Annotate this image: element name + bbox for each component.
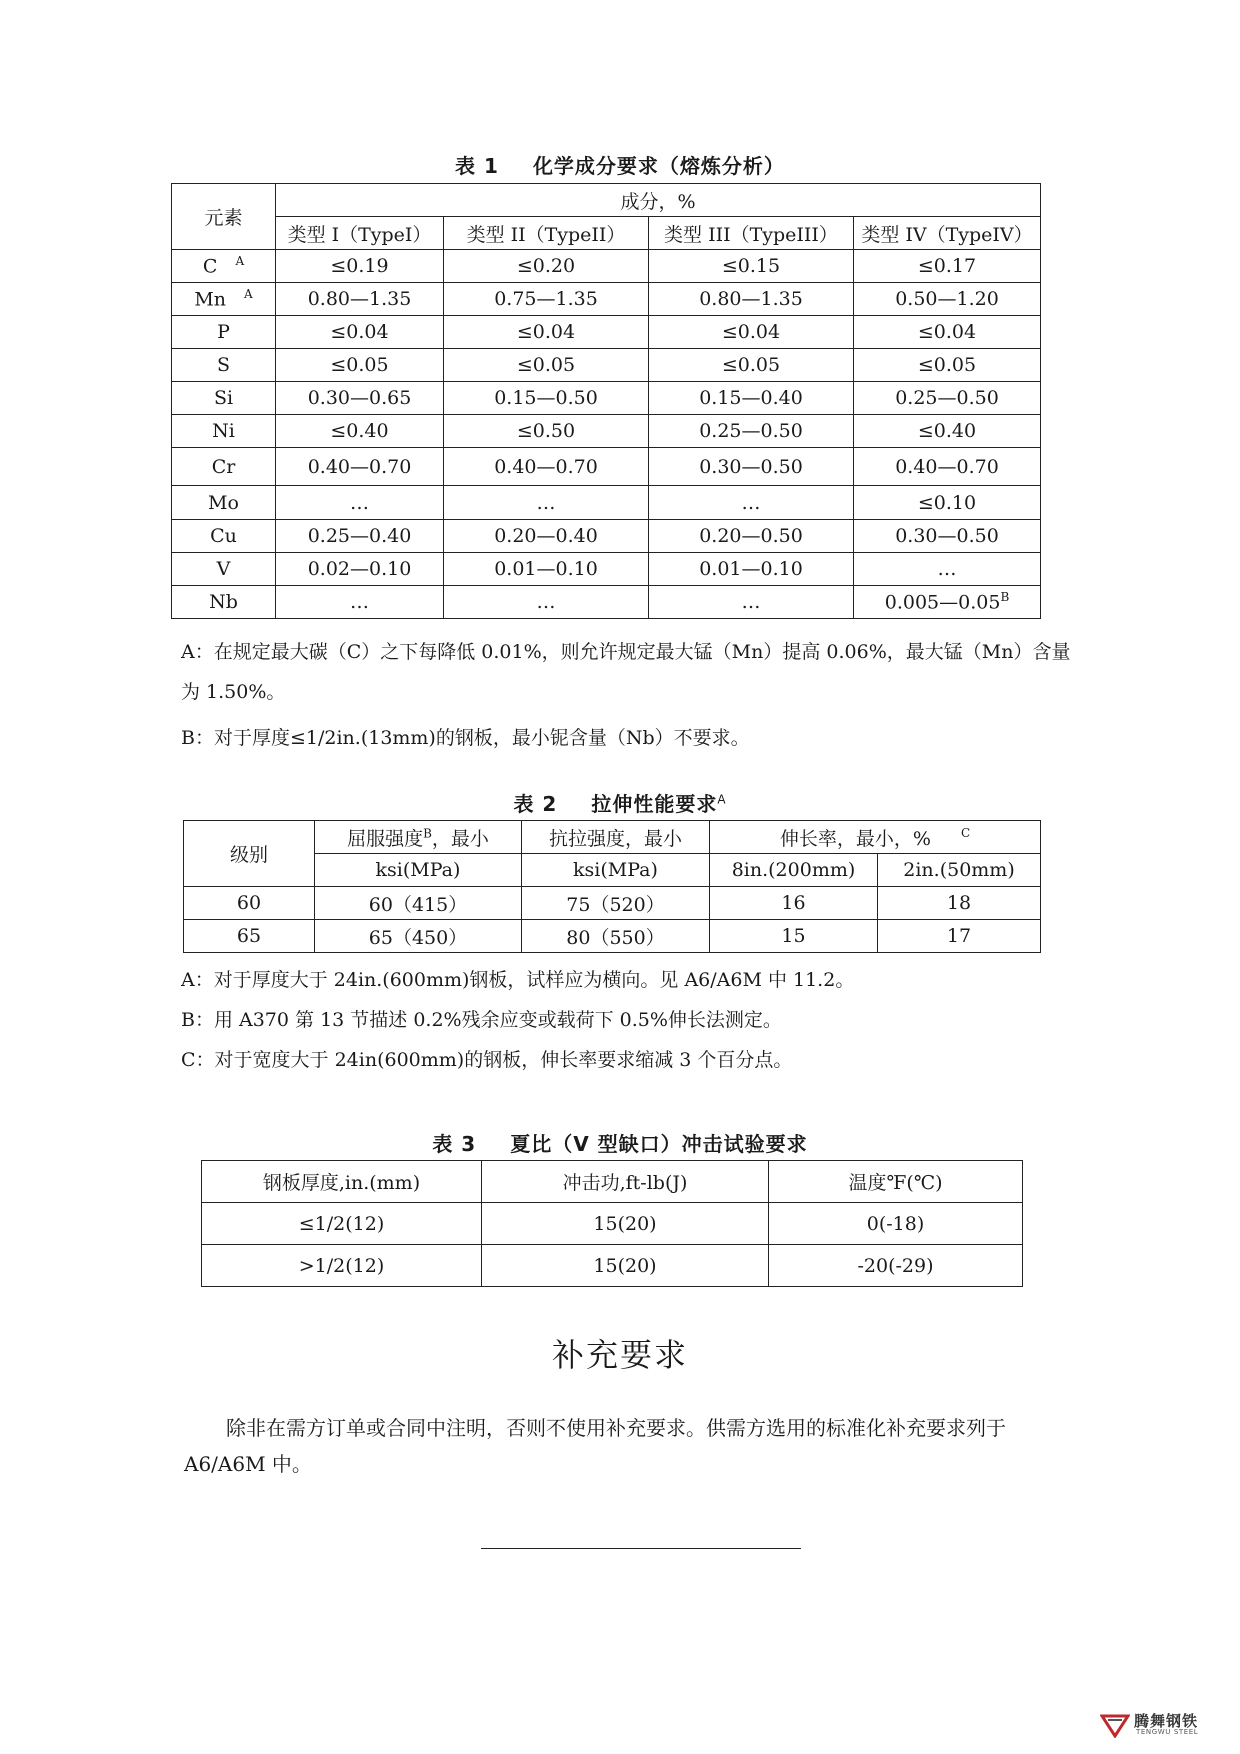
composition-cell: 0.01—0.10 [649, 553, 854, 586]
grade-cell: 65 [184, 920, 315, 953]
element-cell: S [172, 349, 276, 382]
elongation-header: 伸长率，最小，% $^C$ [710, 821, 1041, 854]
table-row [202, 1203, 1023, 1245]
steel-logo-icon [1100, 1710, 1130, 1738]
type-header: 类型 I（TypeI） [276, 217, 444, 250]
supplementary-paragraph: 除非在需方订单或合同中注明，否则不使用补充要求。供需方选用的标准化补充要求列于 A6/A6M 中。 [184, 1416, 1006, 1476]
composition-cell: ≤0.05 [276, 349, 444, 382]
composition-cell: 0.25—0.40 [276, 520, 444, 553]
tensile-cell: 75（520） [522, 887, 710, 920]
composition-cell: ≤0.05 [854, 349, 1041, 382]
yield-unit: ksi(MPa) [315, 854, 522, 887]
element-cell: C $^A$ [172, 250, 276, 283]
composition-cell: ≤0.04 [444, 316, 649, 349]
temperature-header: 温度℉(℃) [769, 1161, 1023, 1203]
tensile-header: 抗拉强度，最小 [522, 821, 710, 854]
table-row [202, 1245, 1023, 1287]
element-cell: Cr [172, 448, 276, 486]
composition-cell: 0.15—0.50 [444, 382, 649, 415]
composition-cell: 0.20—0.40 [444, 520, 649, 553]
table-row [172, 415, 1041, 448]
composition-cell: 0.40—0.70 [444, 448, 649, 486]
type-header: 类型 II（TypeII） [444, 217, 649, 250]
elongation-8in-cell: 16 [710, 887, 878, 920]
composition-cell: ≤0.05 [649, 349, 854, 382]
table-row [172, 250, 1041, 283]
composition-cell: ≤0.40 [854, 415, 1041, 448]
element-cell: Si [172, 382, 276, 415]
composition-cell: ≤0.19 [276, 250, 444, 283]
element-cell: Cu [172, 520, 276, 553]
composition-cell: 0.40—0.70 [854, 448, 1041, 486]
composition-cell: ≤0.04 [276, 316, 444, 349]
composition-cell: 0.80—1.35 [649, 283, 854, 316]
table-row [172, 586, 1041, 619]
chemical-composition-table [171, 183, 1041, 619]
end-rule [481, 1548, 801, 1549]
elongation-8in-cell: 15 [710, 920, 878, 953]
composition-cell: ≤0.40 [276, 415, 444, 448]
composition-cell: 0.25—0.50 [649, 415, 854, 448]
element-cell: Mn $^A$ [172, 283, 276, 316]
temperature-cell: 0(-18) [769, 1203, 1023, 1245]
element-cell: Mo [172, 486, 276, 520]
composition-cell: 0.01—0.10 [444, 553, 649, 586]
composition-header: 成分，% [276, 184, 1041, 217]
table-row [172, 520, 1041, 553]
table1-caption: 表 1 化学成分要求（熔炼分析） [455, 154, 785, 178]
composition-cell: … [276, 586, 444, 619]
company-logo [1100, 1710, 1220, 1740]
grade-cell: 60 [184, 887, 315, 920]
logo-name-cn: 腾舞钢铁 [1134, 1712, 1199, 1730]
yield-header: 屈服强度$^B$，最小 [315, 821, 522, 854]
tensile-requirements-table [183, 820, 1041, 953]
impact-energy-cell: 15(20) [482, 1245, 769, 1287]
table1-note-b: B：对于厚度≤1/2in.(13mm)的钢板，最小铌含量（Nb）不要求。 [181, 727, 750, 749]
composition-rows [172, 250, 1041, 619]
table3-caption: 表 3 夏比（V 型缺口）冲击试验要求 [432, 1132, 808, 1156]
grade-header: 级别 [184, 821, 315, 887]
composition-cell: ≤0.04 [854, 316, 1041, 349]
logo-name-en: TENGWU STEEL [1136, 1728, 1199, 1736]
element-cell: Ni [172, 415, 276, 448]
table-row [172, 316, 1041, 349]
charpy-impact-table [201, 1160, 1023, 1287]
table2-note-b: B：用 A370 第 13 节描述 0.2%残余应变或载荷下 0.5%伸长法测定。 [181, 1009, 782, 1031]
elongation-8in-header: 8in.(200mm) [710, 854, 878, 887]
tensile-unit: ksi(MPa) [522, 854, 710, 887]
table2-note-c: C：对于宽度大于 24in(600mm)的钢板，伸长率要求缩减 3 个百分点。 [181, 1049, 793, 1071]
yield-cell: 65（450） [315, 920, 522, 953]
impact-energy-header: 冲击功,ft-lb(J) [482, 1161, 769, 1203]
table-row [172, 486, 1041, 520]
composition-cell: 0.25—0.50 [854, 382, 1041, 415]
composition-cell: … [444, 586, 649, 619]
composition-cell: 0.80—1.35 [276, 283, 444, 316]
table-row [172, 448, 1041, 486]
composition-cell: 0.20—0.50 [649, 520, 854, 553]
table2-caption: 表 2 拉伸性能要求$^A$ [513, 792, 727, 816]
supplementary-heading: 补充要求 [551, 1336, 688, 1374]
table-row [172, 283, 1041, 316]
composition-cell: ≤0.50 [444, 415, 649, 448]
composition-cell: ≤0.10 [854, 486, 1041, 520]
composition-cell: … [649, 486, 854, 520]
temperature-cell: -20(-29) [769, 1245, 1023, 1287]
type-header: 类型 IV（TypeIV） [854, 217, 1041, 250]
table-row [172, 382, 1041, 415]
composition-cell: ≤0.17 [854, 250, 1041, 283]
composition-cell: 0.30—0.50 [854, 520, 1041, 553]
tensile-cell: 80（550） [522, 920, 710, 953]
composition-cell: … [854, 553, 1041, 586]
composition-cell: ≤0.05 [444, 349, 649, 382]
composition-cell: … [276, 486, 444, 520]
thickness-header: 钢板厚度,in.(mm) [202, 1161, 482, 1203]
element-cell: Nb [172, 586, 276, 619]
yield-cell: 60（415） [315, 887, 522, 920]
composition-cell: ≤0.20 [444, 250, 649, 283]
type-header: 类型 III（TypeIII） [649, 217, 854, 250]
composition-cell: 0.02—0.10 [276, 553, 444, 586]
composition-cell: … [649, 586, 854, 619]
composition-cell: 0.50—1.20 [854, 283, 1041, 316]
element-cell: V [172, 553, 276, 586]
elongation-2in-header: 2in.(50mm) [878, 854, 1041, 887]
composition-cell: ≤0.04 [649, 316, 854, 349]
table-row [172, 349, 1041, 382]
composition-cell: 0.40—0.70 [276, 448, 444, 486]
table2-note-a: A：对于厚度大于 24in.(600mm)钢板，试样应为横向。见 A6/A6M 中 11.2。 [181, 969, 855, 991]
elongation-2in-cell: 17 [878, 920, 1041, 953]
elongation-2in-cell: 18 [878, 887, 1041, 920]
composition-cell: 0.30—0.65 [276, 382, 444, 415]
thickness-cell: ≤1/2(12) [202, 1203, 482, 1245]
composition-cell: 0.75—1.35 [444, 283, 649, 316]
table1-note-a: A：在规定最大碳（C）之下每降低 0.01%，则允许规定最大锰（Mn）提高 0.06%，最大锰（Mn）含量为 1.50%。 [181, 641, 1071, 703]
table-row [172, 553, 1041, 586]
composition-cell: ≤0.15 [649, 250, 854, 283]
composition-cell: $0.005—0.05^B$ [854, 586, 1041, 619]
element-cell: P [172, 316, 276, 349]
composition-cell: 0.15—0.40 [649, 382, 854, 415]
thickness-cell: >1/2(12) [202, 1245, 482, 1287]
table-row [184, 887, 1041, 920]
composition-cell: 0.30—0.50 [649, 448, 854, 486]
table-row [184, 920, 1041, 953]
element-header: 元素 [172, 184, 276, 250]
impact-energy-cell: 15(20) [482, 1203, 769, 1245]
composition-cell: … [444, 486, 649, 520]
